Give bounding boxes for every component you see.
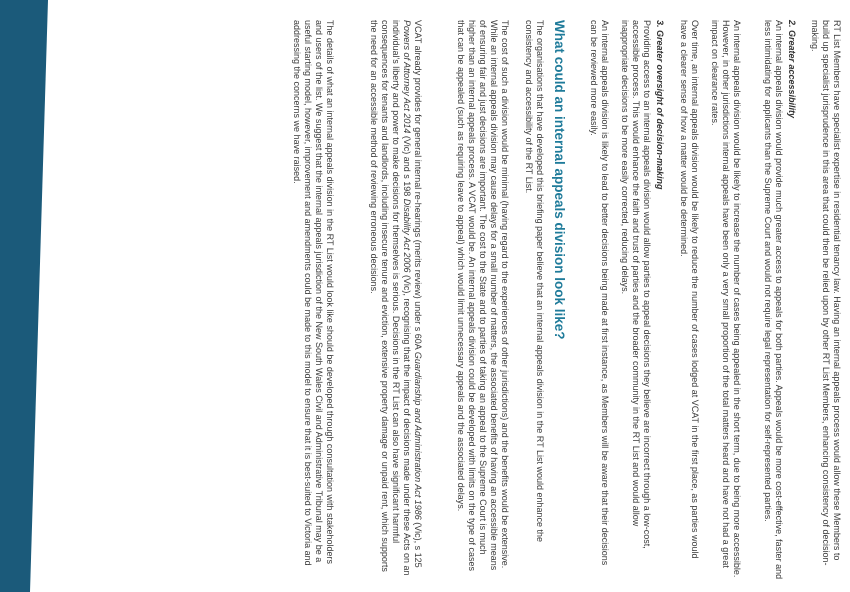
p3-text-c: (Vic), s 125 [413, 519, 423, 568]
section-3-paragraph-1: Providing access to an internal appeals division would allow parties to appeal decisions they believe are incorrect through a low-cost, accessible process. This would enhance the faith and trust of parties and the broader community in the RT List and would allow inappropriate decisions to be more easily corrected, reducing delays. [620, 20, 652, 549]
what-section-paragraph-4: The details of what an internal appeals division in the RT List would look like should be developed through consultation with stakeholders and users of the list. We suggest that the internal appeals jurisdiction of the New South Wales Civil and Administrative Tribunal may be a useful starting model, however, improvement and amendments could be made to this model to ensure that it is best-suited to Victoria and addressing the concerns we have raised. [292, 20, 335, 566]
p3-text-a: VCAT already provides for general internal re-hearings (merits review) under s 60A [413, 20, 423, 352]
what-section-paragraph-1: The organisations that have developed this briefing paper believe that an internal appeals division in the RT List would enhance the consistency and accessibility of the RT List. [524, 20, 545, 543]
p3-text-g: (Vic), recognising that the impact of decisions made under these Acts on an individual's liberty and power to make decisions for themselves is serious. Decisions in the RT List can also have significant harmful consequences for tenants and landlords, including insecure tenure and eviction, extensive property damage or unpaid rent, which supports the need for an accessible method of reviewing erroneous decisions. [369, 20, 412, 576]
section-3-paragraph-2: An internal appeals division is likely to lead to better decisions being made at first instance, as Members will be aware that their decisions can be reviewed more easily. [589, 20, 610, 566]
p3-act-powers-of-attorney: Powers of Attorney Act 2014 [402, 20, 412, 134]
what-section-paragraph-3 [368, 20, 423, 580]
p3-act-disability: Disability Act 2006 [402, 198, 412, 273]
section-3-heading: 3. Greater oversight of decision-making [655, 20, 665, 190]
p3-act-guardianship: Guardianship and Administration Act 1986 [413, 351, 423, 520]
section-2-paragraph-2: An internal appeals division would be likely to increase the number of cases being appealed in the short term, due to being more accessible. However, in other jurisdictions internal appeals have been only a very small proportion of the total matters heard and have not had a great impact on clearance rates. [710, 20, 742, 578]
what-section-heading: What could an internal appeals division look like? [552, 20, 567, 340]
what-section-paragraph-2: The cost of such a division would be minimal (having regard to the experiences of other jurisdictions) and the benefits would be extensive. While an internal appeals division may cause delays for a small number of matters, the associated benefits of having an accessible means of ensuring fair and just decisions are important. The cost to the State and to parties of taking an appeal to the Supreme Court is much higher than an internal appeals process. A VCAT would be. An internal appeals division could be developed with limits on the type of cases that can be appealed (such as requiring leave to appeal) which would limit unnecessary appeals and the associated delays. [456, 20, 510, 572]
section-2-paragraph-1: An internal appeals division would provide much greater access to appeals for both parties. Appeals would be more cost-effective, faster and less intimidating for applicants than the Supreme Court and would not require legal representation for self-represented parties. [763, 20, 784, 580]
p3-text-e: (Vic) and s 198 [402, 133, 412, 199]
section-2-heading: 2. Greater accessibility [787, 20, 797, 119]
section-2-paragraph-3: Over time, an internal appeals division would be likely to reduce the number of cases lodged at VCAT in the first place, as parties would have a clearer sense of how a matter would be determined. [679, 20, 700, 559]
intro-paragraph: RT List Members have specialist expertise in residential tenancy law. Having an internal appeals process would allow these Members to build up specialist jurisprudence in this area that could then be relied upon by other RT List Members, enhancing consistency of decision-making. [810, 20, 842, 566]
